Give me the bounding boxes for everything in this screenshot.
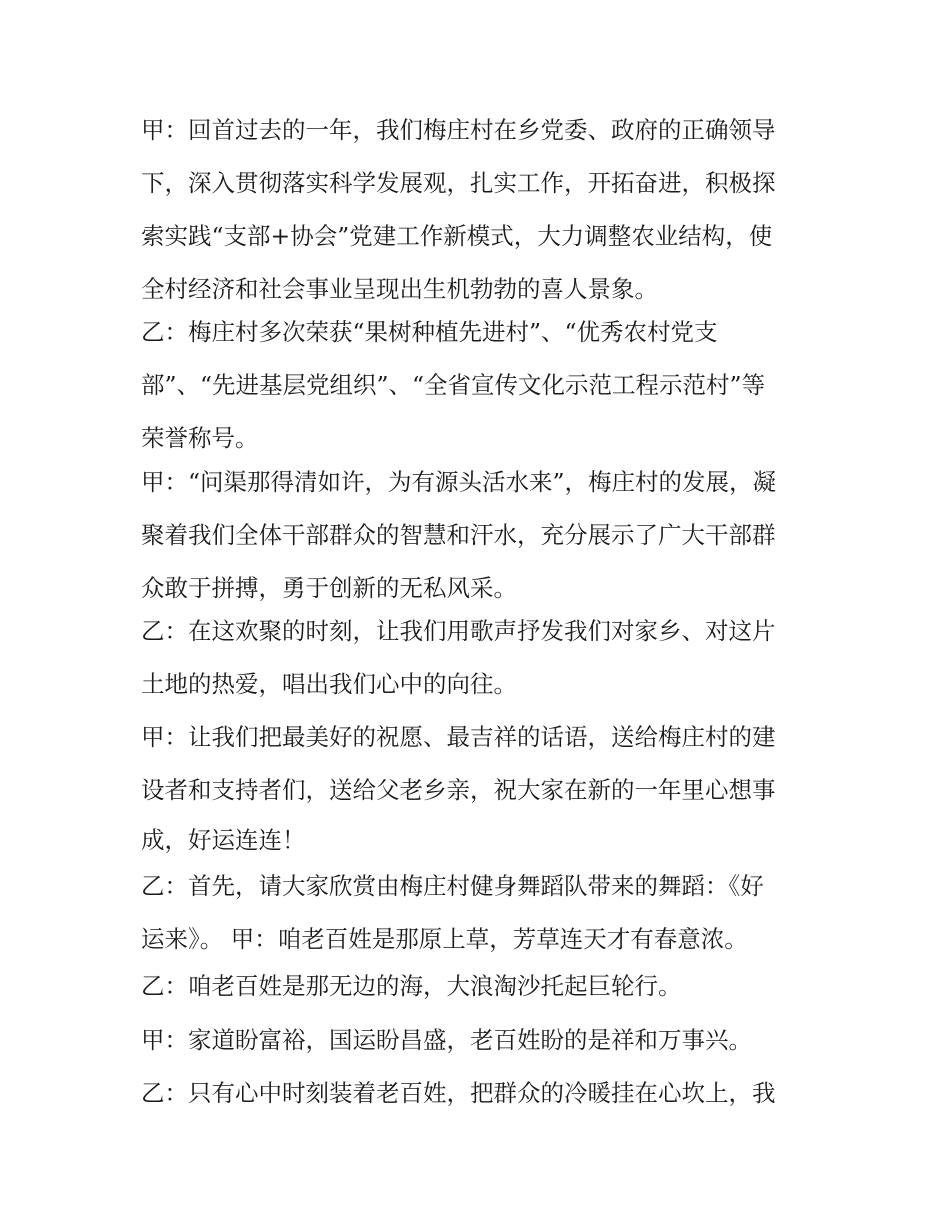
text-line: 荣誉称号。 <box>141 424 259 452</box>
text-line: 甲：家道盼富裕，国运盼昌盛，老百姓盼的是祥和万事兴。 <box>141 1026 752 1054</box>
text-line: 成，好运连连！ <box>141 826 306 854</box>
text-line: 部”、“先进基层党组织”、“全省宣传文化示范工程示范村”等 <box>141 371 766 399</box>
text-line: 乙：只有心中时刻装着老百姓，把群众的冷暖挂在心坎上，我 <box>141 1079 776 1107</box>
text-line: 索实践“支部+协会”党建工作新模式，大力调整农业结构，使 <box>141 222 773 250</box>
text-line: 土地的热爱，唱出我们心中的向往。 <box>141 670 517 698</box>
text-line: 乙：咱老百姓是那无边的海，大浪淘沙托起巨轮行。 <box>141 972 682 1000</box>
text-line: 乙：在这欢聚的时刻，让我们用歌声抒发我们对家乡、对这片 <box>141 617 776 645</box>
text-line: 下，深入贯彻落实科学发展观，扎实工作，开拓奋进，积极探 <box>141 169 776 197</box>
text-line: 设者和支持者们，送给父老乡亲，祝大家在新的一年里心想事 <box>141 776 776 804</box>
text-line: 甲：“问渠那得清如许，为有源头活水来”，梅庄村的发展，凝 <box>141 468 777 496</box>
text-line: 运来》。 甲：咱老百姓是那原上草，芳草连天才有春意浓。 <box>141 925 748 953</box>
text-line: 众敢于拼搏，勇于创新的无私风采。 <box>141 574 517 602</box>
text-line: 甲：让我们把最美好的祝愿、最吉祥的话语，送给梅庄村的建 <box>141 723 776 751</box>
text-line: 甲：回首过去的一年，我们梅庄村在乡党委、政府的正确领导 <box>141 116 776 144</box>
text-line: 全村经济和社会事业呈现出生机勃勃的喜人景象。 <box>141 275 658 303</box>
text-line: 乙：首先，请大家欣赏由梅庄村健身舞蹈队带来的舞蹈：《好 <box>141 872 764 900</box>
text-line: 乙：梅庄村多次荣获“果树种植先进村”、“优秀农村党支 <box>141 318 718 346</box>
text-line: 聚着我们全体干部群众的智慧和汗水，充分展示了广大干部群 <box>141 521 776 549</box>
